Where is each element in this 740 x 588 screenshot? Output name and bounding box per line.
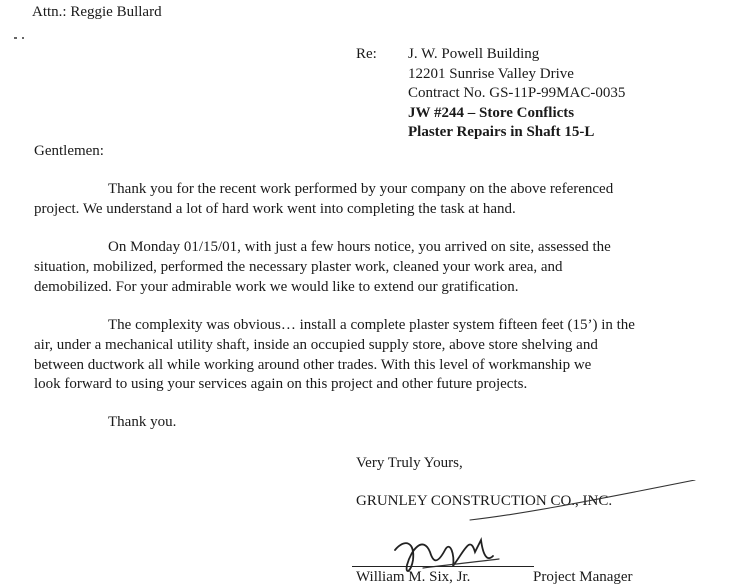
paragraph-line: demobilized. For your admirable work we would like to extend our gratification. xyxy=(34,278,519,295)
re-block xyxy=(408,45,625,143)
signer-name: William M. Six, Jr. xyxy=(356,569,471,585)
scan-speck xyxy=(14,37,17,39)
paragraph-line: project. We understand a lot of hard work went into completing the task at hand. xyxy=(34,201,516,217)
paragraph-line: Thank you for the recent work performed by your company on the above referenced xyxy=(108,181,614,197)
paragraph-1-cont xyxy=(34,200,516,220)
re-line: Contract No. GS-11P-99MAC-0035 xyxy=(408,85,626,101)
paragraph-1 xyxy=(108,180,613,200)
re-label: Re: xyxy=(356,46,377,62)
paragraph-3-cont xyxy=(34,336,598,395)
paragraph-2 xyxy=(108,238,611,258)
paragraph-line: between ductwork all while working around other trades. With this level of workmanship we xyxy=(34,356,592,373)
thank-you: Thank you. xyxy=(108,414,177,430)
signature-mark xyxy=(375,480,705,580)
paragraph-2-cont xyxy=(34,258,563,297)
paragraph-3 xyxy=(108,316,635,336)
re-line: J. W. Powell Building xyxy=(408,46,540,62)
closing: Very Truly Yours, xyxy=(356,455,463,471)
paragraph-line: look forward to using your services again on this project and other future projects. xyxy=(34,376,528,392)
attention-line: Attn.: Reggie Bullard xyxy=(32,4,162,20)
paragraph-line: The complexity was obvious… install a complete plaster system fifteen feet (15’) in the xyxy=(108,317,635,333)
salutation: Gentlemen: xyxy=(34,143,104,159)
re-line-bold: JW #244 – Store Conflicts xyxy=(408,104,575,121)
paragraph-line: On Monday 01/15/01, with just a few hours notice, you arrived on site, assessed the xyxy=(108,239,611,255)
re-line: 12201 Sunrise Valley Drive xyxy=(408,65,574,82)
paragraph-line: situation, mobilized, performed the necessary plaster work, cleaned your work area, and xyxy=(34,259,563,275)
signature-line xyxy=(352,566,534,567)
paragraph-line: air, under a mechanical utility shaft, inside an occupied supply store, above store shelving and xyxy=(34,337,598,353)
signer-title: Project Manager xyxy=(533,569,633,585)
re-line-bold: Plaster Repairs in Shaft 15-L xyxy=(408,124,595,140)
company-name: GRUNLEY CONSTRUCTION CO., INC. xyxy=(356,493,613,509)
scan-speck xyxy=(22,37,24,39)
